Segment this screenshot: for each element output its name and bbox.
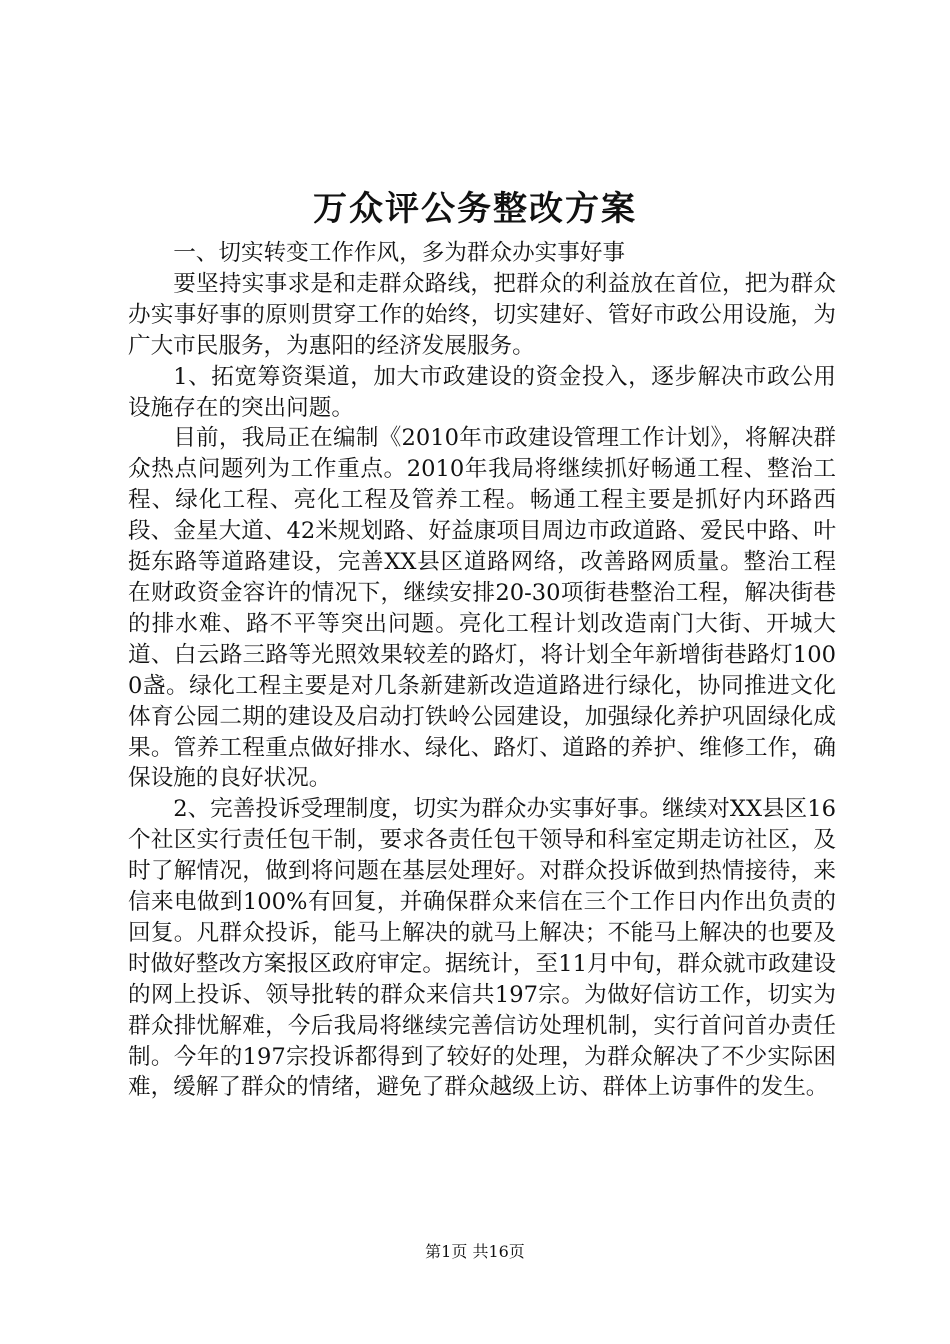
section-heading: 一、切实转变工作作风，多为群众办实事好事	[173, 240, 626, 266]
document-body	[128, 238, 836, 1103]
page-number-footer: 第1页 共16页	[425, 1242, 525, 1261]
body-paragraph: 要坚持实事求是和走群众路线，把群众的利益放在首位，把为群众办实事好事的原则贯穿工作的始终，切实建好、管好市政公用设施，为广大市民服务，为惠阳的经济发展服务。	[128, 270, 836, 359]
numbered-item-paragraph: 2、完善投诉受理制度，切实为群众办实事好事。继续对XX县区16个社区实行责任包干制，要求各责任包干领导和科室定期走访社区，及时了解情况，做到将问题在基层处理好。对群众投诉做到热情接待，来信来电做到100%有回复，并确保群众来信在三个工作日内作出负责的回复。凡群众投诉，能马上解决的就马上解决；不能马上解决的也要及时做好整改方案报区政府审定。据统计，至11月中旬，群众就市政建设的网上投诉、领导批转的群众来信共197宗。为做好信访工作，切实为群众排忧解难，今后我局将继续完善信访处理机制，实行首问首办责任制。今年的197宗投诉都得到了较好的处理，为群众解决了不少实际困难，缓解了群众的情绪，避免了群众越级上访、群体上访事件的发生。	[128, 796, 836, 1101]
body-paragraph: 目前，我局正在编制《2010年市政建设管理工作计划》，将解决群众热点问题列为工作重点。2010年我局将继续抓好畅通工程、整治工程、绿化工程、亮化工程及管养工程。畅通工程主要是抓好内环路西段、金星大道、42米规划路、好益康项目周边市政道路、爱民中路、叶挺东路等道路建设，完善XX县区道路网络，改善路网质量。整治工程在财政资金容许的情况下，继续安排20-30项街巷整治工程，解决街巷的排水难、路不平等突出问题。亮化工程计划改造南门大街、开城大道、白云路三路等光照效果较差的路灯，将计划全年新增街巷路灯1000盏。绿化工程主要是对几条新建新改造道路进行绿化，协同推进文化体育公园二期的建设及启动打铁岭公园建设，加强绿化养护巩固绿化成果。管养工程重点做好排水、绿化、路灯、道路的养护、维修工作，确保设施的良好状况。	[128, 425, 836, 792]
document-title: 万众评公务整改方案	[313, 189, 637, 229]
numbered-item-heading: 1、拓宽筹资渠道，加大市政建设的资金投入，逐步解决市政公用设施存在的突出问题。	[128, 363, 836, 421]
